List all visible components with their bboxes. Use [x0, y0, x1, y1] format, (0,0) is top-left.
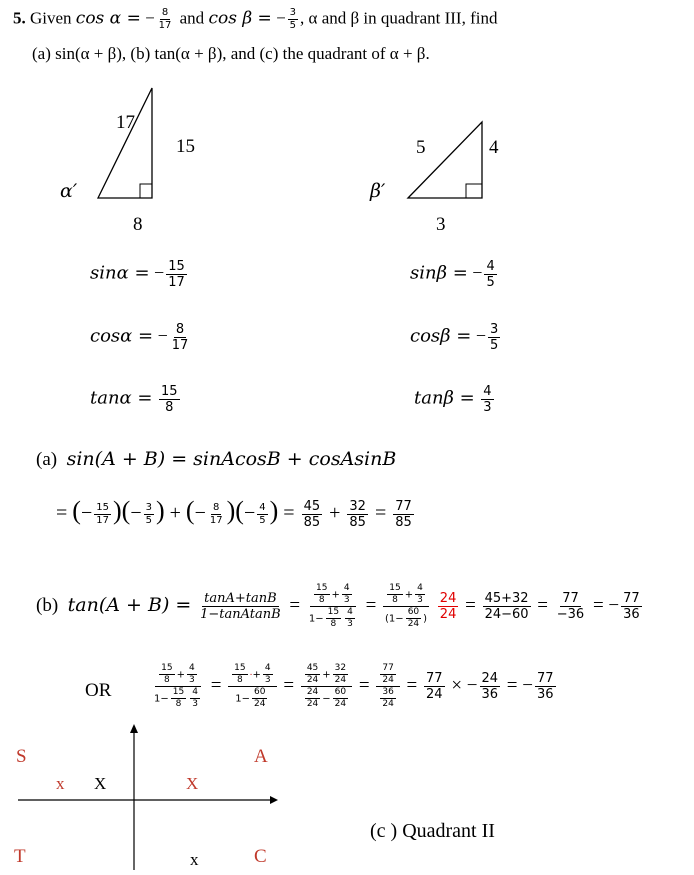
cos-beta-row-num: 3 [490, 322, 499, 337]
part-c-answer: (c ) Quadrant II [370, 820, 495, 842]
sin-beta-row [410, 260, 499, 289]
or-step4: $\frac{\frac{77}{24}}{\frac{36}{24}}$ [376, 664, 399, 709]
part-a-formula: sin(A + B) = sinAcosB + cosAsinB [66, 448, 397, 470]
b-step5: $\frac{77}{36}$ [623, 591, 640, 622]
cos-alpha-lhs: cos α = [75, 8, 141, 29]
part-a-label: (a) [36, 449, 58, 470]
sin-beta-sign: − [472, 262, 483, 283]
sin-alpha-sign: − [154, 262, 165, 283]
tan-beta-frac [481, 385, 493, 414]
mark-x2: X [94, 774, 107, 793]
or-step5a: $\frac{77}{24}$ [426, 671, 443, 702]
part-b-row: (b) tan(A + B) = $\frac{\tan A+\tan B}{\text{1−tanAtanB}}$ = $\frac{15}{8}$ + $\frac{4}{3}$ 1− $\frac{15}{8}$ $\frac{4}{3}$ = $\frac{15}{8}$ + $\frac{4}{3}$ (1− $\frac{60}{24}$ ) $\frac{24}{24}$ = $\frac{45+32}{24-60}$ = $\frac{77}{-36}$ = − $\frac{77}{36}$ [36, 583, 640, 629]
or-minus-1: − [466, 674, 478, 696]
mark-x4: x [190, 850, 199, 869]
alpha-angle-label: α′ [60, 180, 78, 202]
sin-beta-den: 5 [486, 275, 495, 290]
or-step3: $\frac{45}{24}$ + $\frac{32}{24}$ $\frac{24}{24}$ − $\frac{60}{24}$ [301, 664, 352, 709]
times-sign: × [451, 674, 463, 696]
cos-beta-row-frac [488, 323, 500, 352]
cos-alpha-row-num: 8 [175, 322, 185, 337]
tan-beta-lhs: tanβ = [414, 387, 475, 409]
paren-open-4: ( [235, 496, 244, 525]
tan-alpha-num: 15 [161, 384, 178, 399]
quadrant-c-label: C [254, 846, 267, 867]
a-result: $\frac{77}{85}$ [395, 498, 412, 530]
beta-opp-label: 4 [489, 137, 499, 158]
alpha-triangle [98, 88, 152, 198]
part-a-eq-1: = [56, 502, 68, 524]
or-step2: $\frac{15}{8}$ ·+ $\frac{4}{3}$ 1− $\frac{60}{24}$ [228, 664, 276, 709]
sin-alpha-num: 15 [168, 259, 185, 274]
cos-alpha-row [90, 323, 192, 352]
or-row: $\frac{15}{8}$ + $\frac{4}{3}$ 1− $\frac{15}{8}$ $\frac{4}{3}$ = $\frac{15}{8}$ ·+ $\frac{4}{3}$ 1− $\frac{60}{24}$ = $\frac{45}{24}$ + $\frac{32}{24}$ $\frac{24}{24}$ − $\frac{60}{24}$ = $\frac{\frac{77}{24}}{\frac{36}{24}}$ = $\frac{77}{24}$ × − $\frac{24}{36}$ = − $\frac{77}{36}$ [154, 663, 554, 709]
alpha-opp-label: 15 [176, 136, 195, 157]
part-b-lhs: tan(A + B) = [67, 593, 192, 616]
paren-close-1: ) [112, 496, 122, 525]
tan-beta-den: 3 [483, 400, 492, 415]
or-minus-2: − [522, 674, 533, 696]
alpha-right-angle-mark [140, 184, 152, 198]
sin-alpha-frac [166, 260, 187, 289]
cos-beta-row-lhs: cosβ = [410, 325, 472, 347]
cos-alpha-row-den: 17 [171, 338, 189, 353]
part-a-plus-1: + [169, 502, 181, 524]
cos-alpha-num: 8 [161, 7, 169, 18]
paren-close-3: ) [226, 496, 236, 525]
a-f2: $\frac{3}{5}$ [145, 501, 152, 526]
cos-alpha-sign: − [145, 8, 155, 28]
cos-beta-num: 3 [289, 7, 297, 18]
beta-right-angle-mark [466, 184, 482, 198]
y-axis-arrow [130, 724, 138, 733]
b-formula-frac: $\frac{\tan A+\tan B}{\text{1−tanAtanB}}$ [200, 591, 281, 622]
paren-open-3: ( [185, 496, 195, 525]
part-a-computation: = (− $\frac{15}{17}$ )(− $\frac{3}{5}$ ) + (− $\frac{8}{17}$ )(− $\frac{4}{5}$ ) = $\frac{45}{85}$ + $\frac{32}{85}$ = $\frac{77}{85}$ [56, 496, 412, 530]
part-a-plus-2: + [329, 502, 341, 524]
b-step2: $\frac{15}{8}$ + $\frac{4}{3}$ (1− $\frac{60}{24}$ ) [385, 583, 428, 629]
and-word: and [179, 8, 205, 28]
a-r2: $\frac{32}{85}$ [349, 498, 366, 530]
quadrant-a-label: A [254, 746, 268, 767]
tan-alpha-frac [159, 385, 180, 414]
paren-open-2: ( [121, 496, 131, 525]
cos-beta-sign: − [276, 8, 286, 28]
b-red-multiplier: $\frac{24}{24}$ [439, 591, 457, 622]
part-b-label: (b) [36, 594, 59, 616]
part-a-eq-3: = [374, 502, 387, 524]
beta-adj-label: 3 [436, 214, 446, 235]
a-f1: $\frac{15}{17}$ [96, 501, 109, 526]
cos-alpha-row-sign: − [157, 325, 168, 346]
or-label: OR [85, 680, 112, 701]
tan-beta-num: 4 [483, 384, 492, 399]
b-step1: $\frac{15}{8}$ + $\frac{4}{3}$ 1− $\frac{15}{8}$ $\frac{4}{3}$ [307, 584, 359, 629]
beta-hyp-label: 5 [416, 137, 426, 158]
a-f4: $\frac{4}{5}$ [259, 501, 266, 526]
b-minus: − [608, 594, 620, 616]
or-step1: $\frac{15}{8}$ + $\frac{4}{3}$ 1− $\frac{15}{8}$ $\frac{4}{3}$ [152, 664, 204, 709]
alpha-adj-label: 8 [133, 214, 143, 235]
paren-close-2: ) [155, 496, 165, 525]
cos-beta-row-den: 5 [490, 338, 499, 353]
sin-beta-num: 4 [486, 259, 495, 274]
cos-alpha-row-lhs: cosα = [90, 325, 154, 347]
sin-alpha-row [90, 260, 189, 289]
quadrant-s-label: S [16, 746, 27, 767]
part-a-eq-2: = [283, 502, 295, 524]
problem-line-2: (a) sin(α + β), (b) tan(α + β), and (c) the quadrant of α + β. [32, 44, 430, 63]
or-result: $\frac{77}{36}$ [536, 671, 554, 702]
sin-beta-lhs: sinβ = [410, 262, 468, 284]
x-axis-arrow [270, 796, 278, 804]
part-a-formula-row [36, 448, 396, 471]
problem-intro: Given [30, 8, 72, 28]
sin-alpha-lhs: sinα = [90, 262, 150, 284]
quadrant-t-label: T [14, 846, 26, 867]
sin-alpha-den: 17 [168, 275, 185, 290]
b-step4: $\frac{77}{-36}$ [556, 591, 585, 622]
beta-angle-label: β′ [370, 180, 386, 202]
cos-alpha-den: 17 [158, 20, 172, 31]
cos-beta-row [410, 323, 502, 352]
b-step3: $\frac{45+32}{24-60}$ [484, 591, 529, 622]
mark-x3: X [186, 774, 199, 793]
a-r1: $\frac{45}{85}$ [303, 498, 321, 530]
paren-open-1: ( [72, 496, 81, 525]
cos-beta-lhs: cos β = [208, 8, 272, 29]
cos-alpha-row-frac [170, 323, 191, 352]
sin-beta-frac [484, 260, 496, 289]
tan-alpha-row [90, 385, 182, 414]
tan-alpha-den: 8 [165, 400, 174, 415]
beta-triangle [408, 122, 482, 198]
cos-beta-row-sign: − [475, 325, 487, 346]
problem-tail: , α and β in quadrant III, find [300, 8, 498, 28]
tan-alpha-lhs: tanα = [90, 387, 153, 409]
alpha-hyp-label: 17 [116, 112, 135, 133]
cos-beta-den: 5 [289, 20, 297, 31]
tan-beta-row [414, 385, 496, 414]
mark-x1: x [56, 774, 65, 793]
problem-number: 5. [13, 8, 26, 28]
a-f3: $\frac{8}{17}$ [209, 501, 223, 526]
paren-close-4: ) [269, 496, 279, 525]
or-step5b: $\frac{24}{36}$ [481, 671, 499, 702]
